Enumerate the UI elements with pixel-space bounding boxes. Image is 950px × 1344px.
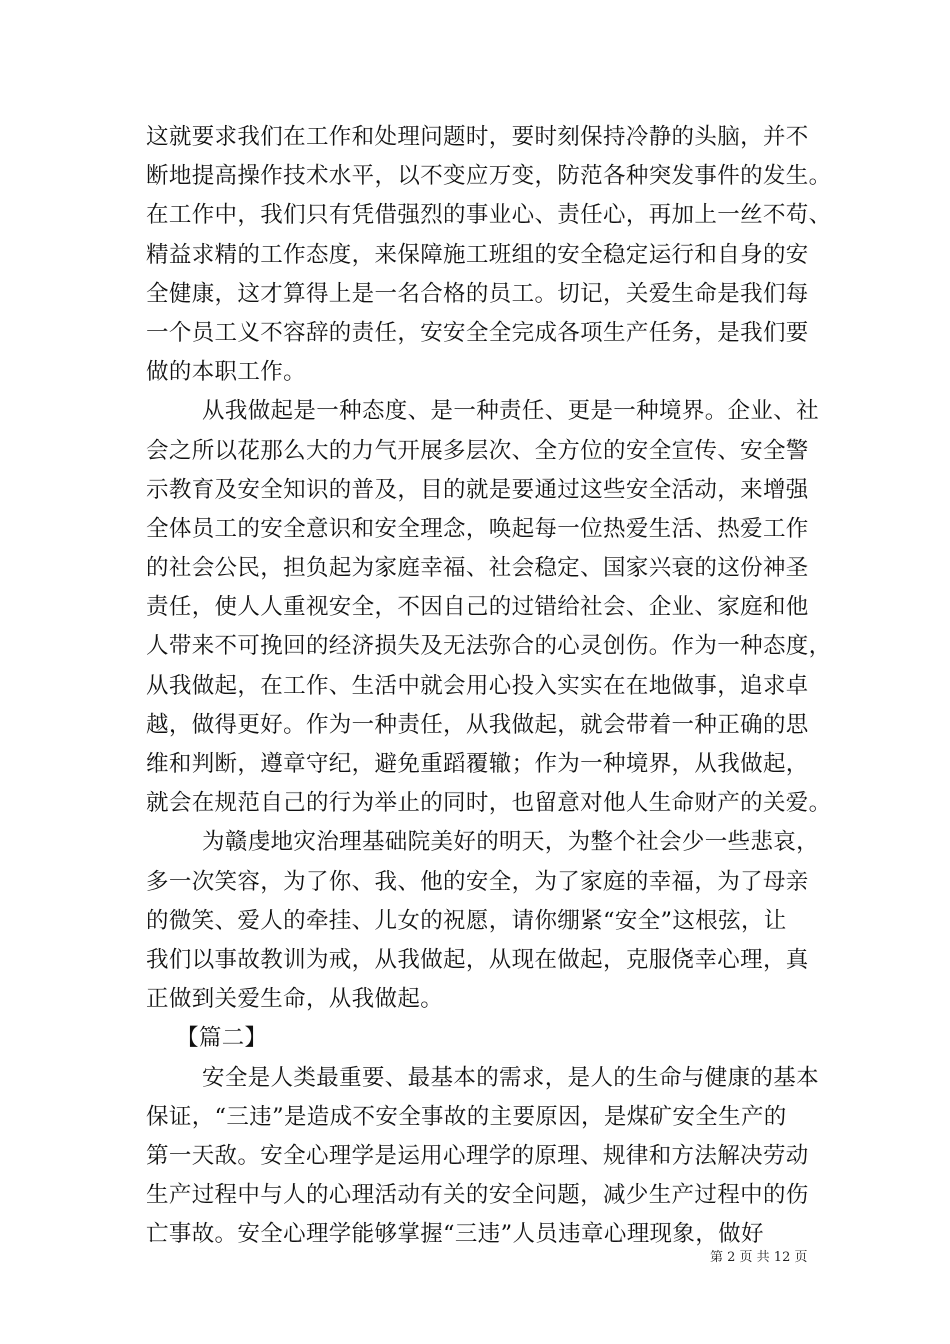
text-line: 越，做得更好。作为一种责任，从我做起，就会带着一种正确的思 [146,711,809,738]
text-line: 保证，“三违”是造成不安全事故的主要原因，是煤矿安全生产的 [146,1103,787,1130]
text-line: 从我做起是一种态度、是一种责任、更是一种境界。企业、社 [202,398,819,425]
text-line: 就会在规范自己的行为举止的同时，也留意对他人生命财产的关爱。 [146,790,832,817]
page-number-footer: 第 2 页 共 12 页 [710,1250,808,1265]
text-line: 精益求精的工作态度，来保障施工班组的安全稳定运行和自身的安 [146,241,809,268]
text-line: 全体员工的安全意识和安全理念，唤起每一位热爱生活、热爱工作 [146,515,809,542]
text-line: 安全是人类最重要、最基本的需求，是人的生命与健康的基本 [202,1064,819,1091]
text-line: 示教育及安全知识的普及，目的就是要通过这些安全活动，来增强 [146,476,809,503]
body-text [146,118,832,1254]
text-line: 全健康，这才算得上是一名合格的员工。切记，关爱生命是我们每 [146,280,809,307]
text-line: 这就要求我们在工作和处理问题时，要时刻保持冷静的头脑，并不 [146,124,809,150]
text-line: 从我做起，在工作、生活中就会用心投入实实在在地做事，追求卓 [146,672,809,699]
text-line: 在工作中，我们只有凭借强烈的事业心、责任心，再加上一丝不苟、 [146,202,832,229]
text-line: 第一天敌。安全心理学是运用心理学的原理、规律和方法解决劳动 [146,1142,809,1169]
text-line: 责任，使人人重视安全，不因自己的过错给社会、企业、家庭和他 [146,594,809,621]
text-line: 做的本职工作。 [146,359,306,386]
text-line: 维和判断，遵章守纪，避免重蹈覆辙；作为一种境界，从我做起， [146,751,809,777]
text-line: 的社会公民，担负起为家庭幸福、社会稳定、国家兴衰的这份神圣 [146,555,809,582]
text-line: 生产过程中与人的心理活动有关的安全问题，减少生产过程中的伤 [146,1182,809,1209]
section-heading: 【篇二】 [176,1025,268,1052]
text-line: 人带来不可挽回的经济损失及无法弥合的心灵创伤。作为一种态度， [146,633,832,660]
text-line: 我们以事故教训为戒，从我做起，从现在做起，克服侥幸心理，真 [146,946,809,973]
text-line: 断地提高操作技术水平，以不变应万变，防范各种突发事件的发生。 [146,163,832,190]
text-line: 一个员工义不容辞的责任，安安全全完成各项生产任务，是我们要 [146,319,809,346]
text-line: 亡事故。安全心理学能够掌握“三违”人员违章心理现象，做好 [146,1221,764,1248]
text-line: 的微笑、爱人的牵挂、儿女的祝愿，请你绷紧“安全”这根弦，让 [146,907,787,934]
text-line: 正做到关爱生命，从我做起。 [146,986,444,1013]
text-line: 为赣虔地灾治理基础院美好的明天，为整个社会少一些悲哀， [202,829,819,856]
text-line: 多一次笑容，为了你、我、他的安全，为了家庭的幸福，为了母亲 [146,868,809,895]
text-line: 会之所以花那么大的力气开展多层次、全方位的安全宣传、安全警 [146,437,809,464]
